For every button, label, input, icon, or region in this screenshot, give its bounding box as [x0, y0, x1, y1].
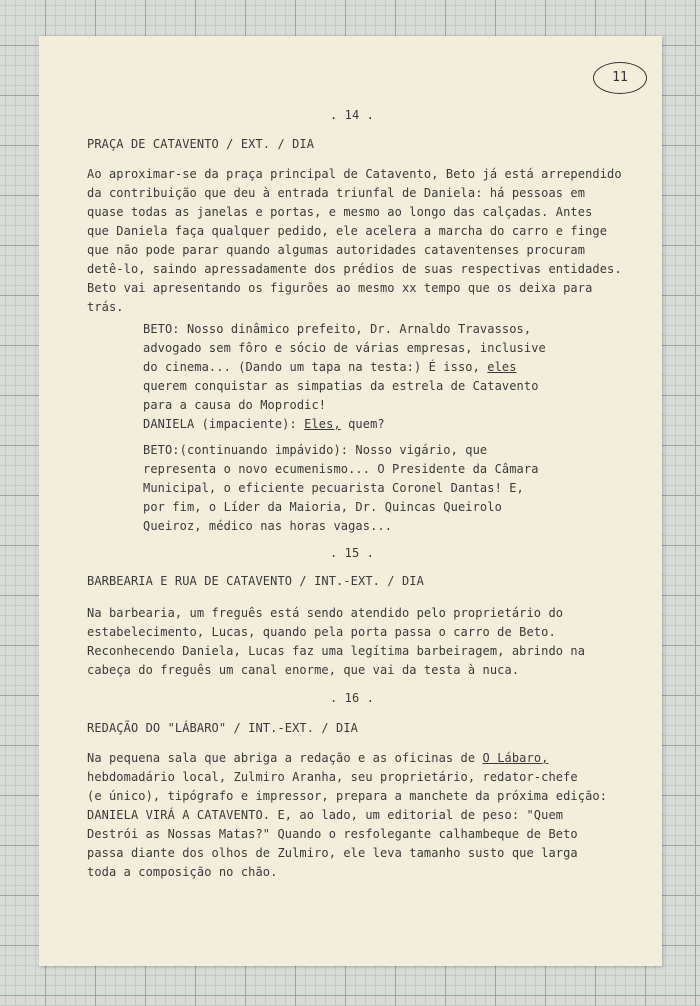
- action-line: Reconhecendo Daniela, Lucas faz uma legítima barbeiragem, abrindo na: [87, 644, 586, 658]
- action-line: estabelecimento, Lucas, quando pela porta passa o carro de Beto.: [87, 625, 556, 639]
- action-line: Na pequena sala que abriga a redação e as oficinas de O Lábaro,: [87, 751, 549, 765]
- page-number: 11: [612, 70, 628, 85]
- dialogue-line: querem conquistar as simpatias da estrela de Catavento: [143, 379, 539, 393]
- typewritten-page: [39, 36, 662, 966]
- underlined-word: eles: [487, 360, 517, 374]
- dialogue-line: BETO:(continuando impávido): Nosso vigário, que: [143, 443, 488, 457]
- action-line: da contribuição que deu à entrada triunfal de Daniela: há pessoas em: [87, 186, 586, 200]
- action-line: que Daniela faça qualquer pedido, ele acelera a marcha do carro e finge: [87, 224, 608, 238]
- page-number-circle: [593, 62, 647, 94]
- action-line: que não pode parar quando algumas autoridades cataventenses procuram: [87, 243, 586, 257]
- scene-heading: BARBEARIA E RUA DE CATAVENTO / INT.-EXT. / DIA: [87, 574, 424, 588]
- dialogue-line: para a causa do Moprodic!: [143, 398, 327, 412]
- dialogue-line: DANIELA (impaciente): Eles, quem?: [143, 417, 385, 431]
- action-line: Destrói as Nossas Matas?" Quando o resfolegante calhambeque de Beto: [87, 827, 578, 841]
- scene-action: [87, 165, 627, 317]
- action-line: DANIELA VIRÁ A CATAVENTO. E, ao lado, um editorial de peso: "Quem: [87, 808, 564, 822]
- action-line: quase todas as janelas e portas, e mesmo ao longo das calçadas. Antes: [87, 205, 593, 219]
- scene-action: [87, 749, 627, 882]
- dialogue-line: do cinema... (Dando um tapa na testa:) É isso, eles: [143, 360, 517, 374]
- dialogue-line: Municipal, o eficiente pecuarista Coronel Dantas! E,: [143, 481, 524, 495]
- dialogue-line: BETO: Nosso dinâmico prefeito, Dr. Arnaldo Travassos,: [143, 322, 532, 336]
- newspaper-title: O Lábaro,: [482, 751, 549, 765]
- scene-action: [87, 604, 627, 680]
- scene-heading: PRAÇA DE CATAVENTO / EXT. / DIA: [87, 137, 315, 151]
- dialogue-line: representa o novo ecumenismo... O Presidente da Câmara: [143, 462, 539, 476]
- action-line: detê-lo, saindo apressadamente dos prédios de suas respectivas entidades.: [87, 262, 622, 276]
- action-line: cabeça do freguês um canal enorme, que vai da testa à nuca.: [87, 663, 520, 677]
- action-line: hebdomadário local, Zulmiro Aranha, seu proprietário, redator-chefe: [87, 770, 578, 784]
- action-line: toda a composição no chão.: [87, 865, 278, 879]
- action-line: passa diante dos olhos de Zulmiro, ele leva tamanho susto que larga: [87, 846, 578, 860]
- dialogue-block: [143, 415, 613, 434]
- action-line: Na barbearia, um freguês está sendo atendido pelo proprietário do: [87, 606, 564, 620]
- action-line: Beto vai apresentando os figurões ao mesmo xx tempo que os deixa para: [87, 281, 593, 295]
- dialogue-line: Queiroz, médico nas horas vagas...: [143, 519, 393, 533]
- action-line: (e único), tipógrafo e impressor, prepara a manchete da próxima edição:: [87, 789, 608, 803]
- scene-number: . 15 .: [330, 546, 374, 560]
- dialogue-line: advogado sem fôro e sócio de várias empresas, inclusive: [143, 341, 546, 355]
- scene-heading: REDAÇÃO DO "LÁBARO" / INT.-EXT. / DIA: [87, 721, 359, 735]
- dialogue-line: por fim, o Líder da Maioria, Dr. Quincas Queirolo: [143, 500, 502, 514]
- dialogue-block: [143, 441, 613, 536]
- scene-number: . 16 .: [330, 691, 374, 705]
- scene-number: . 14 .: [330, 108, 374, 122]
- dialogue-block: [143, 320, 613, 415]
- underlined-word: Eles,: [304, 417, 341, 431]
- action-line: trás.: [87, 300, 124, 314]
- action-line: Ao aproximar-se da praça principal de Catavento, Beto já está arrependido: [87, 167, 622, 181]
